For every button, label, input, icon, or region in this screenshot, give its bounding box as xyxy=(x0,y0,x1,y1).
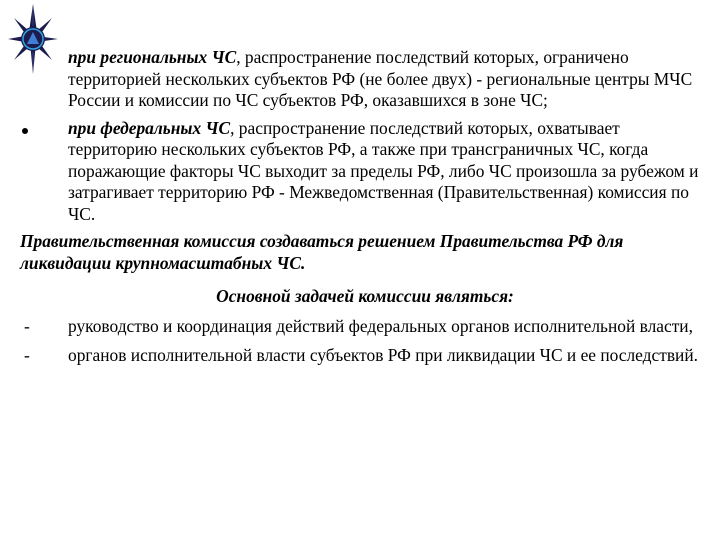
bullet-icon xyxy=(22,128,28,134)
list-item xyxy=(20,47,710,112)
task-item xyxy=(20,345,710,367)
bullet-marker xyxy=(20,118,68,140)
task-text: органов исполнительной власти субъектов РФ при ликвидации ЧС и ее последствий. xyxy=(68,345,699,365)
government-commission-note: Правительственная комиссия создаваться решением Правительства РФ для ликвидации крупномасштабных ЧС. xyxy=(20,231,624,273)
task-text: руководство и координация действий федеральных органов исполнительной власти, xyxy=(68,315,693,336)
main-task-heading: Основной задачей комиссии являться: xyxy=(216,286,514,306)
list-item-text xyxy=(68,47,710,112)
federal-emergency-text: , распространение последствий которых, охватывает территорию нескольких субъектов РФ, а также при трансграничных ЧС, когда поражающие факторы ЧС выходит за пределы РФ, либо ЧС произошла за рубежом и затрагивает территорию РФ - Межведомственная (Правительственная) комиссия по ЧС. xyxy=(68,117,699,224)
list-item-text xyxy=(68,118,710,226)
regional-emergency-lead: при региональных ЧС xyxy=(68,47,237,67)
task-item xyxy=(20,316,710,338)
dash-marker: - xyxy=(24,315,30,336)
dash-marker: - xyxy=(24,345,30,365)
federal-emergency-lead: при федеральных ЧС xyxy=(68,117,231,138)
list-item xyxy=(20,118,710,226)
regional-emergency-text: , распространение последствий которых, ограничено территорией нескольких субъектов РФ (не более двух) - региональные центры МЧС России и комиссии по ЧС субъектов РФ, оказавшихся в зоне ЧС; xyxy=(68,47,693,110)
document-body xyxy=(20,47,710,367)
